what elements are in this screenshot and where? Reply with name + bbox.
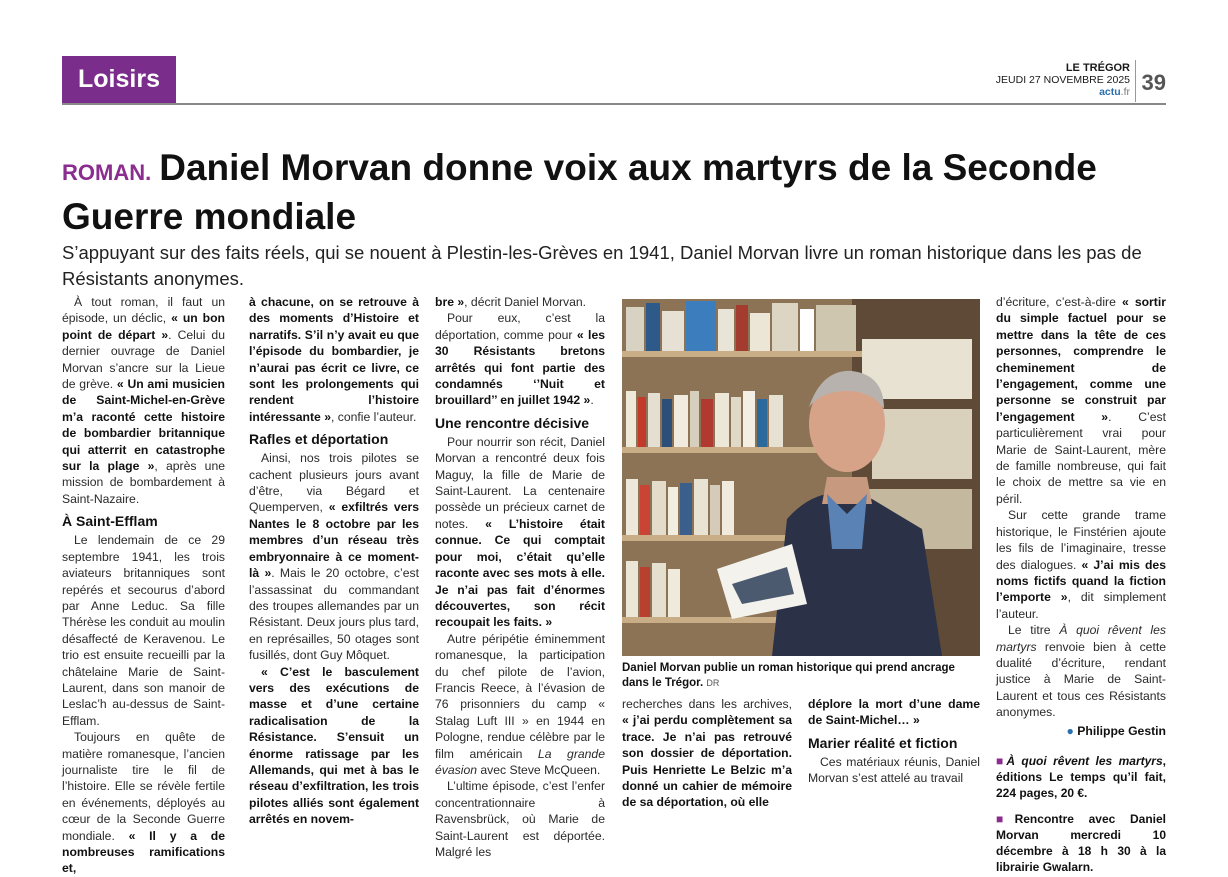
paragraph: Le lendemain de ce 29 septembre 1941, les trois aviateurs britanniques sont repérés et secourus d’abord par Anne Leduc. Sa fille Thérèse les conduit au moulin désaffecté de Keravenou. Le trio est ensuite recueilli par la châtelaine Marie de Saint-Laurent, dans son manoir de Leslac’h au-dessus de Saint-Efflam. — [62, 533, 225, 728]
newspaper-name: LE TRÉGOR — [1065, 62, 1130, 74]
paragraph: Pour nourrir son récit, Daniel Morvan a rencontré deux fois Maguy, la fille de Marie de Saint-Laurent. La centenaire possède un précieux carnet de notes. « L’histoire était connue. Ce qui comptait pour moi, c’était qu’elle raconte avec ses mots à elle. Je n’ai pas fait d’énormes découvertes, son récit recoupait les faits. » — [435, 434, 605, 630]
header-rule — [62, 103, 1166, 105]
paragraph: « C’est le basculement vers des exécutions de masse et d’une certaine radicalisation de la Résistance. S’ensuit un énorme ratissage par les Allemands, qui met à bas le réseau d’exfiltration, les trois pilotes alliés sont également arrêtés en novem- — [249, 664, 419, 827]
paragraph: À tout roman, il faut un épisode, un déclic, « un bon point de départ ». Celui du dernier ouvrage de Daniel Morvan s’ancre sur la Lieue de grève. « Un ami musicien de Saint-Michel-en-Grève m’a raconté cette histoire de bombardier britannique qui atterrit en catastrophe sur la plage », après une mission de bombardement à Saint-Nazaire. — [62, 295, 226, 506]
paragraph: Sur cette grande trame historique, le Finstérien ajoute les fils de l’imaginaire, tresse des dialogues. « J’ai mis des noms fictifs quand la fiction l’emporte », dit simplement l’auteur. — [996, 508, 1166, 621]
site-tld: .fr — [1120, 86, 1130, 98]
paragraph: Autre péripétie éminemment romanesque, la participation du chef pilote de l’avion, Francis Reece, à l’évasion de 76 prisonniers du camp « Stalag Luft III » en 1944 en Pologne, rendue célèbre par le film américain La grande évasion avec Steve McQueen. — [435, 631, 605, 777]
site-name: actu — [1099, 86, 1121, 98]
paragraph: déplore la mort d’une dame de Saint-Michel… » — [808, 697, 980, 728]
paragraph: Toujours en quête de matière romanesque, l’ancien journaliste tire le fil de l’histoire. Elle se révèle fertile en événements, déployés au cœur de la Seconde Guerre mondiale. « Il y a de nombreuses ramifications et, — [62, 730, 225, 876]
event-info: ■Rencontre avec Daniel Morvan mercredi 10 décembre à 18 h 30 à la librairie Gwalarn. — [996, 811, 1166, 874]
headline-kicker: ROMAN. — [62, 160, 152, 185]
article-column-2 — [249, 294, 419, 828]
paragraph: à chacune, on se retrouve à des moments d’Histoire et narratifs. S’il n’y avait eu que l’épisode du bombardier, je n’aurai pas écrit ce livre, ce sont les prolongements qui rendent l’histoire intéressante », confie l’auteur. — [249, 295, 419, 424]
square-bullet-icon: ■ — [996, 753, 1007, 768]
paragraph: recherches dans les archives, « j’ai perdu complètement sa trace. Je n’ai pas retrouvé son dossier de déportation. Puis Henriette Le Belzic m’a donné un cahier de mémoire de sa déportation, où elle — [622, 697, 792, 810]
paragraph: Pour eux, c’est la déportation, comme pour « les 30 Résistants bretons arrêtés qui font partie des condamnés ‘’Nuit et brouillard’’ en juillet 1942 ». — [435, 311, 605, 408]
article-column-3 — [435, 294, 605, 860]
author-signature — [996, 723, 1166, 739]
article-column-6 — [996, 294, 1166, 875]
article-headline — [62, 146, 1172, 239]
photo-caption — [622, 661, 980, 691]
paragraph: L’ultime épisode, c’est l’enfer concentrationnaire à Ravensbrück, où Marie de Saint-Laurent est déportée. Malgré les — [435, 779, 605, 859]
author-photo — [622, 299, 980, 656]
caption-text: Daniel Morvan publie un roman historique qui prend ancrage dans le Trégor. — [622, 662, 955, 689]
signature-bullet-icon: ● — [1066, 723, 1074, 738]
paragraph: Ainsi, nos trois pilotes se cachent plusieurs jours avant d’être, via Bégard et Quemperven, « exfiltrés vers Nantes le 8 octobre par les membres d’un réseau très embryonnaire à ce moment-là ». Mais le 20 octobre, c’est l’assassinat du commandant des troupes allemandes par un Résistant. Deux jours plus tard, en représailles, 50 otages sont fusillés, dont Guy Môquet. — [249, 451, 420, 663]
subheading: À Saint-Efflam — [62, 513, 158, 530]
section-label: Loisirs — [62, 56, 176, 103]
photo-credit: DR — [706, 678, 720, 688]
subheading: Une rencontre décisive — [435, 414, 590, 431]
signature-name: Philippe Gestin — [1077, 723, 1166, 738]
paragraph: d’écriture, c’est-à-dire « sortir du simple factuel pour se mettre dans la tête de ces personnes, comprendre le cheminement de l’engagement, comme une personne se construit par l’engagement ». C’est particulièrement vrai pour Marie de Saint-Laurent, mère de famille nombreuse, qui fait le choix de mettre sa vie en péril. — [996, 295, 1166, 506]
masthead-divider — [1135, 60, 1136, 102]
page-number: 39 — [1141, 70, 1166, 95]
article-column-4 — [622, 696, 792, 811]
square-bullet-icon: ■ — [996, 811, 1015, 826]
paragraph: Le titre À quoi rêvent les martyrs renvoie bien à cette dualité d’écriture, rendant justice à Marie de Saint-Laurent et tous ces Résistants anonymes. — [996, 623, 1166, 720]
headline-text: Daniel Morvan donne voix aux martyrs de la Seconde Guerre mondiale — [62, 147, 1097, 237]
article-column-1 — [62, 294, 225, 877]
article-standfirst: S’appuyant sur des faits réels, qui se nouent à Plestin-les-Grèves en 1941, Daniel Morvan livre un roman historique dans les pas de Résistants anonymes. — [62, 242, 1142, 289]
subheading: Rafles et déportation — [249, 431, 389, 448]
paragraph: Ces matériaux réunis, Daniel Morvan s’est attelé au travail — [808, 754, 980, 786]
subheading: Marier réalité et fiction — [808, 734, 958, 751]
paragraph: bre », décrit Daniel Morvan. — [435, 295, 587, 309]
article-column-5 — [808, 696, 980, 787]
masthead — [996, 62, 1130, 98]
site-link[interactable] — [996, 86, 1130, 98]
issue-date: JEUDI 27 NOVEMBRE 2025 — [995, 74, 1130, 86]
book-info: ■À quoi rêvent les martyrs, éditions Le temps qu’il fait, 224 pages, 20 €. — [996, 753, 1166, 800]
